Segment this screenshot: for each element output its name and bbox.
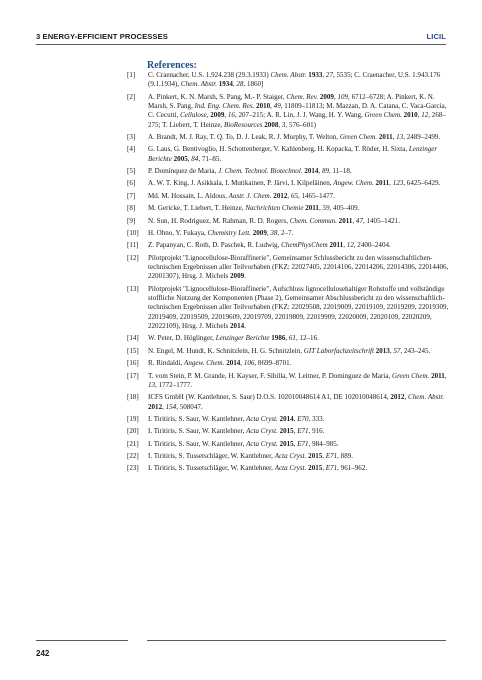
reference-text: ICFS GmbH (W. Kantlehner, S. Saur) D.O.S. 102010048614 A1, DE 102010048614, 2012, Chem. Abstr. 2012, 154, 508047. <box>148 393 445 411</box>
reference-item <box>127 347 449 356</box>
reference-item <box>127 427 449 436</box>
reference-text: A. W. T. King, J. Asikkala, I. Mutikainen, P. Järvi, I. Kilpeläinen, Angew. Chem. 2011, 123, 6425–6429. <box>148 179 441 188</box>
reference-text: H. Ohno, Y. Fukaya, Chemistry Lett. 2009, 38, 2–7. <box>148 229 294 237</box>
reference-text: M. Gericke, T. Liebert, T. Heinze, Nachrichten Chemie 2011, 59, 405–409. <box>148 204 360 213</box>
reference-number: [2] <box>127 92 136 101</box>
reference-text: C. Craenacher, U.S. 1.924.238 (29.3.1933) Chem. Abstr. 1933, 27, 5535; C. Craenacher, U.S. 1.943.176 (9.1.1934), Chem. Abstr. 1934, 28, 1860] <box>148 71 441 89</box>
reference-number: [22] <box>127 452 139 461</box>
reference-number: [8] <box>127 204 136 213</box>
reference-item <box>127 217 449 226</box>
reference-text: A. Brandt, M. J. Ray, T. Q. To, D. J. Leak, R. J. Murphy, T. Welton, Green Chem. 2011, 13, 2489–2499. <box>148 132 441 141</box>
reference-item <box>127 372 449 391</box>
reference-number: [13] <box>127 284 139 293</box>
reference-item <box>127 415 449 424</box>
reference-number: [9] <box>127 216 136 225</box>
page-number: 242 <box>36 649 50 658</box>
reference-item <box>127 133 449 142</box>
section-label: LICIL <box>426 32 446 41</box>
header-divider <box>36 44 446 45</box>
reference-number: [12] <box>127 253 139 262</box>
reference-text: I. Tiritiris, S. Saur, W. Kantlehner, Acta Cryst. 2015, E71, 916. <box>148 427 325 436</box>
reference-number: [4] <box>127 145 136 154</box>
reference-text: I. Tiritiris, S. Tussetschläger, W. Kantlehner, Acta Cryst. 2015, E71, 889. <box>148 452 354 461</box>
reference-number: [10] <box>127 229 139 237</box>
reference-item <box>127 192 449 201</box>
reference-number: [23] <box>127 464 139 473</box>
reference-number: [18] <box>127 393 139 402</box>
chapter-title: 3 ENERGY-EFFICIENT PROCESSES <box>36 32 168 41</box>
reference-item <box>127 167 449 176</box>
reference-number: [5] <box>127 167 136 176</box>
reference-item <box>127 204 449 213</box>
footer-divider-right <box>147 640 446 641</box>
reference-number: [19] <box>127 414 139 423</box>
reference-text: W. Peter, D. Höglinger, Lenzinger Berichte 1986, 61, 12–16. <box>148 334 319 343</box>
reference-text: Pilotprojekt "Lignocellulose-Bioraffinerie", Gemeinsamer Schlussbericht zu den wissenschaftlichen-technischen Ergebnissen aller Teilvorhaben (FKZ: 22027405, 22014106, 22014206, 22014306, 22014406, 22001307), Hrsg. J. Michels 2009. <box>148 253 449 281</box>
reference-number: [15] <box>127 346 139 355</box>
reference-item <box>127 145 449 164</box>
reference-text: Z. Papanyan, C. Roth, D. Paschek, R. Ludwig, ChemPhysChem 2011, 12, 2400–2404. <box>148 241 391 250</box>
reference-text: G. Laus, G. Bentivoglio, H. Schottenberger, V. Kahlenberg, H. Kopacka, T. Röder, H. Sixta, Lenzinger Berichte 2005, 84, 71–85. <box>148 145 438 163</box>
reference-item <box>127 229 449 238</box>
reference-item <box>127 464 449 473</box>
reference-item <box>127 440 449 449</box>
reference-number: [14] <box>127 334 139 343</box>
reference-item <box>127 93 449 130</box>
reference-text: N. Sun, H. Rodriguez, M. Rahman, R. D. Rogers, Chem. Commun. 2011, 47, 1405–1421. <box>148 216 400 225</box>
reference-number: [21] <box>127 439 139 448</box>
reference-number: [1] <box>127 71 136 79</box>
reference-number: [11] <box>127 241 139 250</box>
reference-number: [17] <box>127 371 139 380</box>
reference-item <box>127 241 449 250</box>
reference-item <box>127 359 449 368</box>
reference-number: [7] <box>127 191 136 200</box>
reference-item <box>127 179 449 188</box>
reference-item <box>127 334 449 343</box>
reference-text: A. Pinkert, K. N. Marsh, S. Pang, M.- P. Staiger, Chem. Rev. 2009, 109, 6712–6728; A. Pinkert, K. N. Marsh, S. Pang, Ind. Eng. Chem. Res. 2010, 49, 11809–11813; M. Mazzan, D. A. Catana, C. Vaca-Garcia, C. Cecutti, Cellulose, 2009, 16, 207–215; A. R. Lin, J. J. Wang, H. Y. Wang, Green Chem. 2010, 12, 268–275; T. Liebert, T. Heinze, BioResources 2008, 3, 576–601) <box>148 92 447 129</box>
reference-list <box>127 71 449 477</box>
reference-text: I. Tiritiris, S. Saur, W. Kantlehner, Acta Cryst. 2015, E71, 984–985. <box>148 439 339 448</box>
reference-number: [20] <box>127 427 139 436</box>
reference-text: Pilotprojekt "Lignocellulose-Bioraffinerie", Aufschluss lignocellulosehaltiger Rohstoffe und vollständige stoffliche Nutzung der Komponenten (Phase 2), Gemeinsamer Abschlussbericht zu den wissenschaftlich-technischen Ergebnissen aller Teilvorhaben (FKZ: 22029508, 22019009, 22019109, 22019209, 22019309, 22019409, 22019509, 22019609, 22019709, 22019809, 22019909, 22020009, 22020109, 22020209, 22022109), Hrsg. J. Michels 2014. <box>148 284 449 330</box>
reference-item <box>127 393 449 412</box>
reference-item <box>127 71 449 90</box>
reference-item <box>127 285 449 331</box>
reference-number: [6] <box>127 179 136 188</box>
reference-text: P. Domínquez de Maria, J. Chem. Technol. Biotechnol. 2014, 89, 11–18. <box>148 167 352 176</box>
reference-number: [3] <box>127 132 136 141</box>
running-header <box>36 28 446 42</box>
reference-item <box>127 452 449 461</box>
footer-divider-left <box>36 640 128 641</box>
reference-text: T. vom Stein, P. M. Grande, H. Kayser, F. Sibilla, W. Leitner, P. Dominguez de Maria, Green Chem. 2011, 13, 1772–1777. <box>148 371 447 389</box>
reference-number: [16] <box>127 359 139 368</box>
reference-text: N. Engel, M. Hundt, K. Schnitzlein, H. G. Schnitzlein, GIT Laborfachzeitschrift 2013, 57, 243–245. <box>148 346 431 355</box>
reference-text: R. Rindaldi, Angew. Chem. 2014, 106, 8699–8701. <box>148 359 292 368</box>
reference-text: I. Tiritiris, S. Tussetschläger, W. Kantlehner, Acta Cryst. 2015, E71, 961–962. <box>148 464 368 473</box>
reference-text: Md. M. Hossain, L. Aldous, Austr. J. Chem. 2012, 65, 1465–1477. <box>148 191 335 200</box>
reference-text: I. Tiritiris, S. Saur, W. Kantlehner, Acta Cryst. 2014, E70, 333. <box>148 414 325 423</box>
references-heading: References: <box>147 60 197 71</box>
reference-item <box>127 254 449 282</box>
